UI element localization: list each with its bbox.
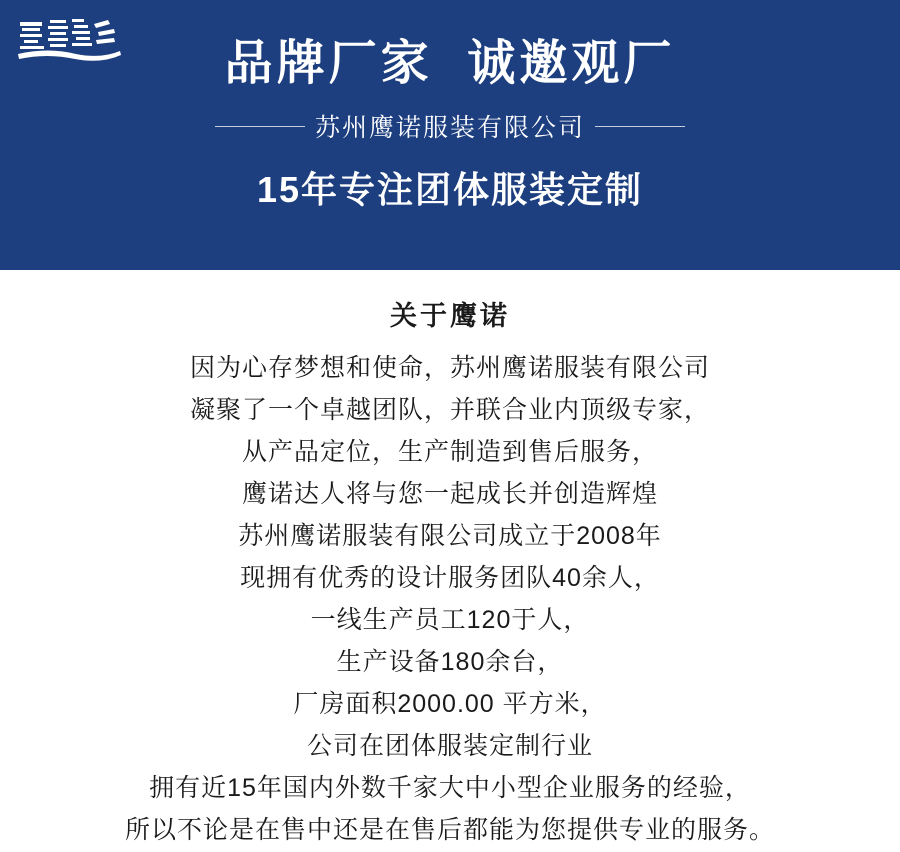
about-line: 因为心存梦想和使命，苏州鹰诺服装有限公司 (189, 354, 710, 382)
banner-subtitle-row (215, 108, 685, 144)
banner-subtitle: 苏州鹰诺服装有限公司 (315, 114, 586, 142)
about-line: 鹰诺达人将与您一起成长并创造辉煌 (241, 480, 658, 508)
banner-tagline: 15年专注团体服装定制 (256, 169, 644, 210)
about-heading: 关于鹰诺 (390, 301, 510, 331)
about-line: 苏州鹰诺服装有限公司成立于2008年 (238, 522, 662, 550)
about-section (0, 270, 900, 851)
about-line: 拥有近15年国内外数千家大中小型企业服务的经验， (149, 774, 751, 802)
about-line: 公司在团体服装定制行业 (306, 732, 593, 760)
about-line: 从产品定位，生产制造到售后服务， (241, 438, 658, 466)
about-body (0, 347, 900, 851)
about-line: 一线生产员工120于人， (310, 606, 590, 634)
banner-title: 品牌厂家 诚邀观厂 (224, 37, 676, 90)
about-line: 凝聚了一个卓越团队，并联合业内顶级专家， (189, 396, 710, 424)
banner-content (0, 0, 900, 270)
about-line: 现拥有优秀的设计服务团队40余人， (240, 564, 660, 592)
rule-left (215, 126, 305, 127)
about-line: 所以不论是在售中还是在售后都能为您提供专业的服务。 (124, 816, 775, 844)
about-line: 生产设备180余台， (336, 648, 564, 676)
rule-right (595, 126, 685, 127)
hero-banner (0, 0, 900, 270)
about-line: 厂房面积2000.00 平方米， (293, 690, 607, 718)
